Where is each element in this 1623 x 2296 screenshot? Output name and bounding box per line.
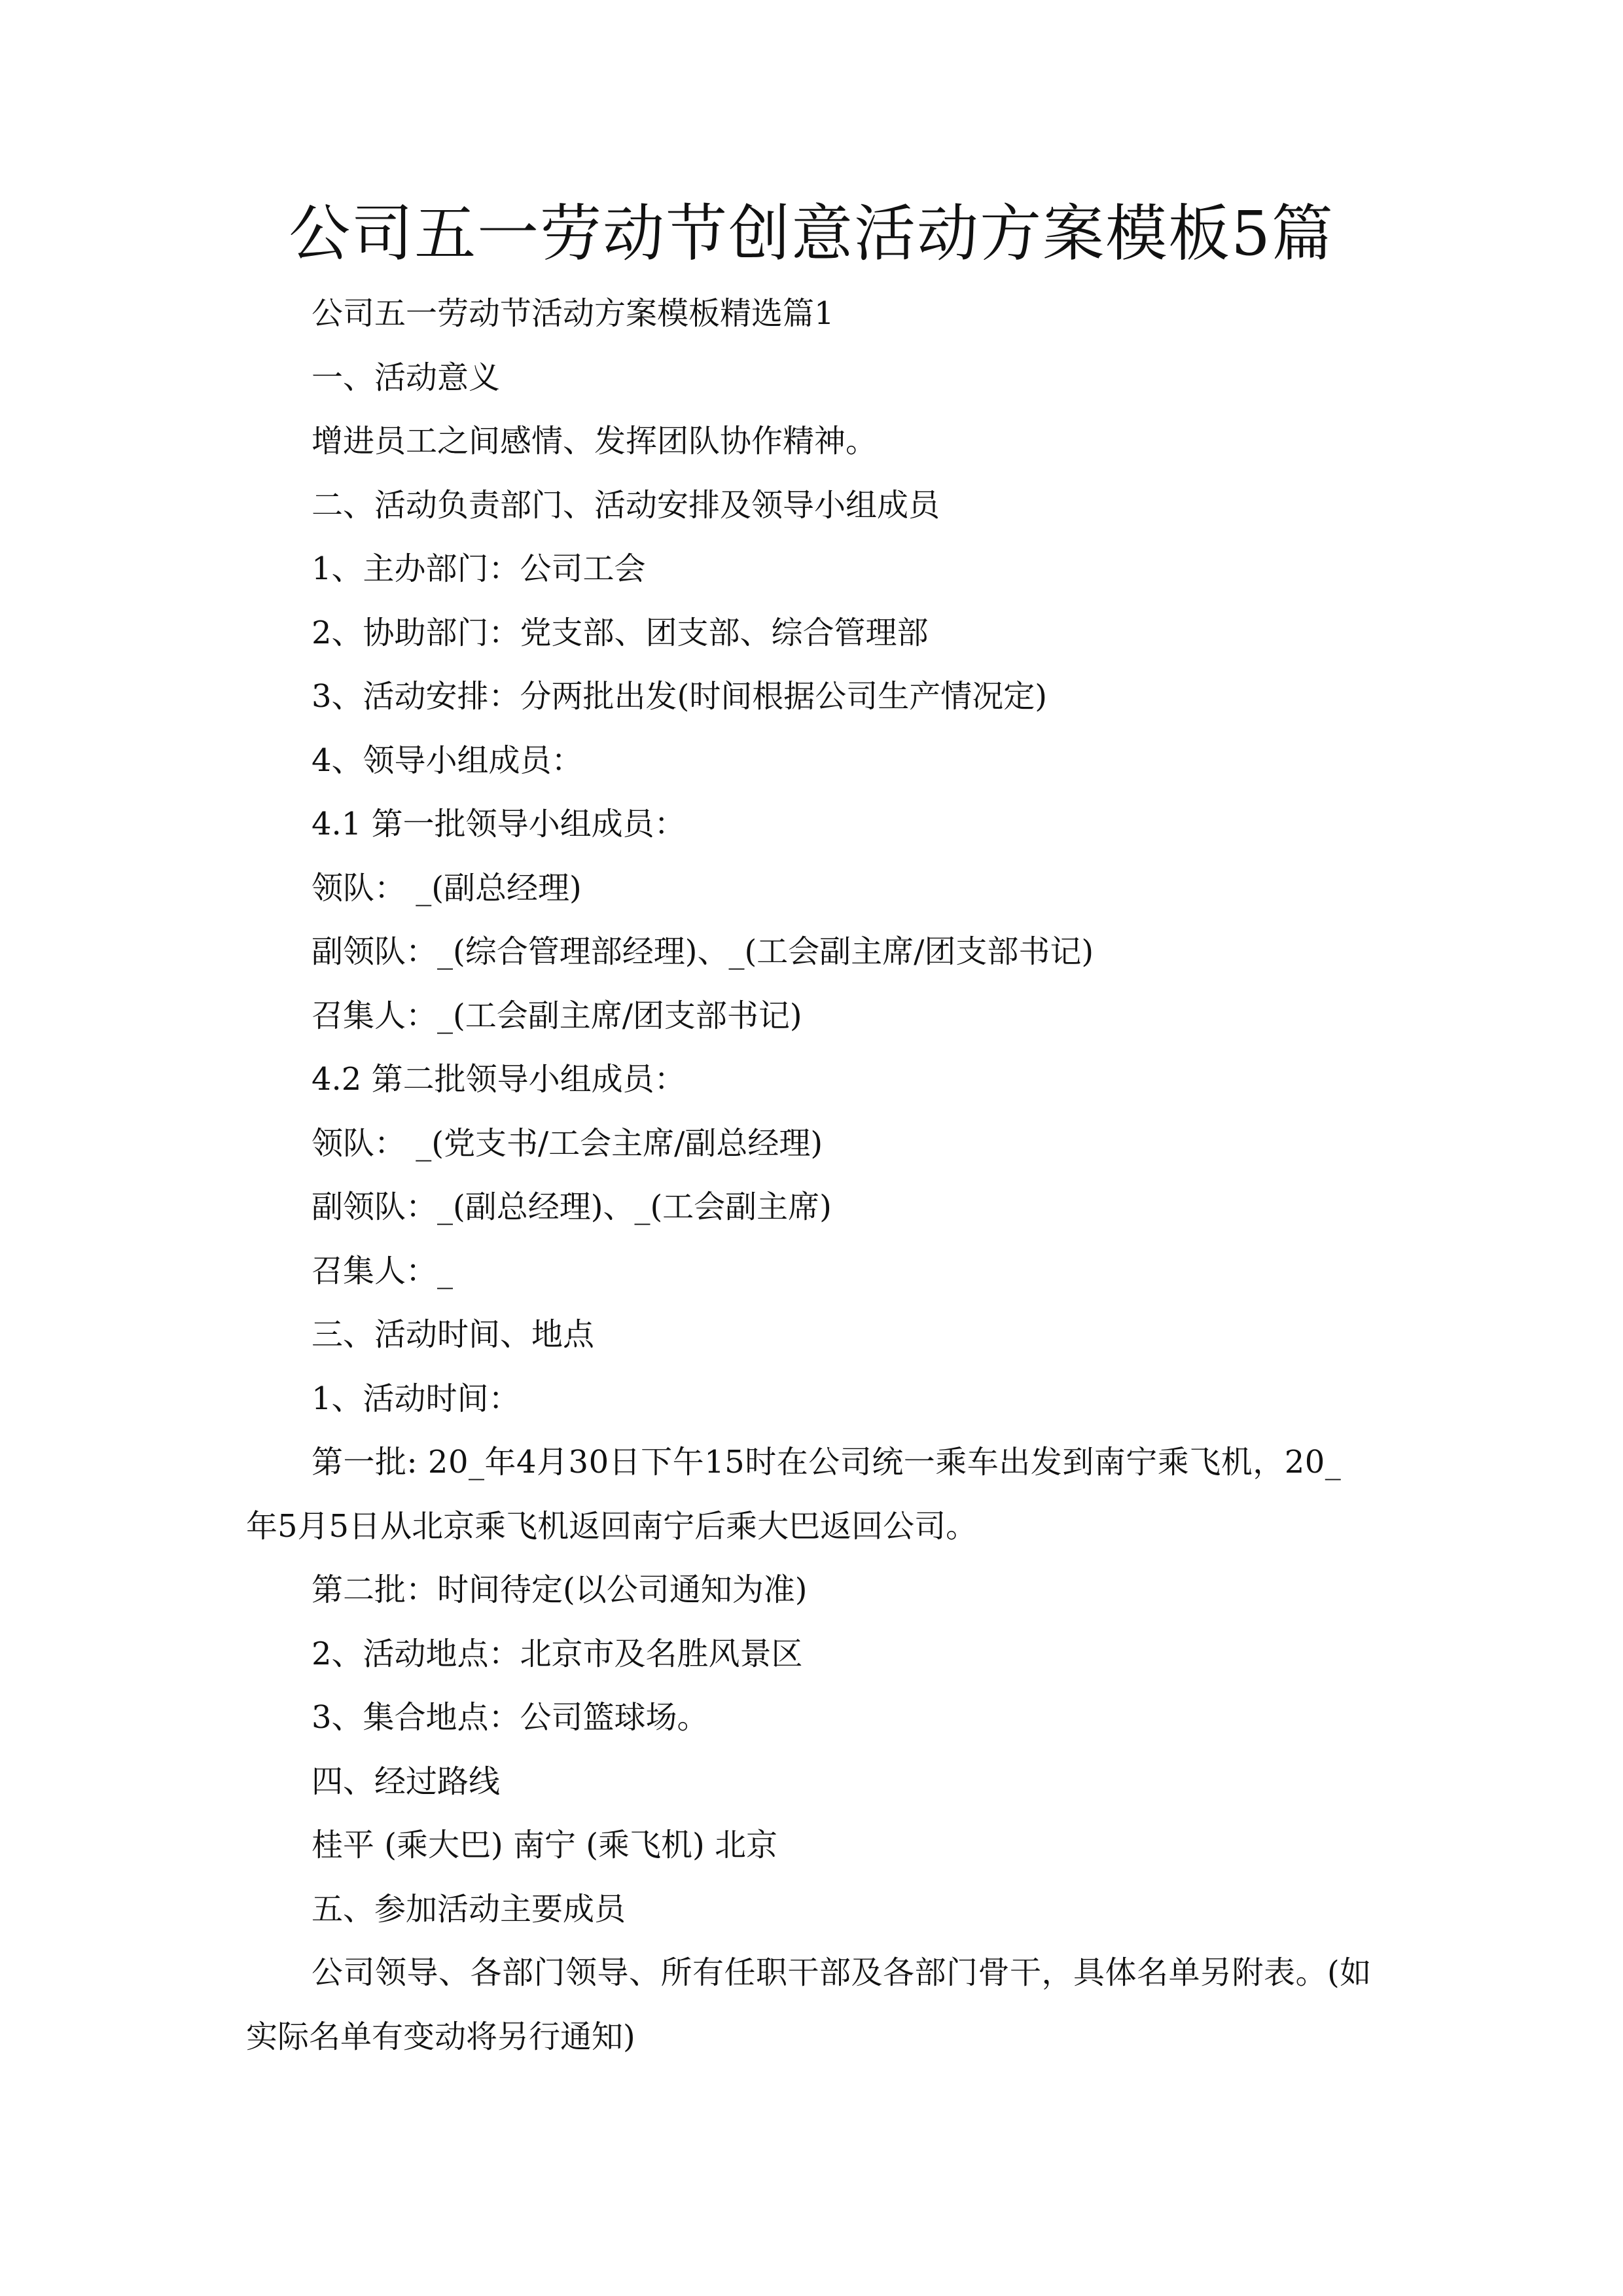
paragraph-line: 第一批: 20_年4月30日下午15时在公司统一乘车出发到南宁乘飞机，20_	[312, 1444, 1342, 1480]
paragraph-line: 副领队：_(副总经理)、_(工会副主席)	[312, 1189, 832, 1225]
paragraph-line: 实际名单有变动将另行通知)	[246, 2018, 635, 2055]
paragraph-line: 副领队：_(综合管理部经理)、_(工会副主席/团支部书记)	[312, 933, 1094, 970]
paragraph-line: 召集人：_	[312, 1253, 454, 1289]
section-subtitle: 公司五一劳动节活动方案模板精选篇1	[312, 295, 834, 332]
paragraph-line: 4.1 第一批领导小组成员：	[312, 806, 686, 842]
paragraph-line: 召集人：_(工会副主席/团支部书记)	[312, 997, 802, 1034]
paragraph-line: 2、协助部门：党支部、团支部、综合管理部	[312, 615, 929, 651]
paragraph-line: 领队： _(党支书/工会主席/副总经理)	[312, 1125, 823, 1162]
paragraph-line: 公司领导、各部门领导、所有任职干部及各部门骨干，具体名单另附表。(如	[312, 1954, 1372, 1991]
paragraph-line: 3、集合地点：公司篮球场。	[312, 1699, 709, 1736]
heading-departments: 二、活动负责部门、活动安排及领导小组成员	[312, 487, 940, 524]
paragraph-line: 第二批：时间待定(以公司通知为准)	[312, 1571, 808, 1608]
heading-members: 五、参加活动主要成员	[312, 1891, 626, 1928]
paragraph-line: 2、活动地点：北京市及名胜风景区	[312, 1636, 803, 1672]
paragraph-line: 桂平 (乘大巴) 南宁 (乘飞机) 北京	[312, 1827, 777, 1863]
heading-route: 四、经过路线	[312, 1763, 501, 1800]
paragraph-line: 领队： _(副总经理)	[312, 870, 582, 906]
paragraph-line: 增进员工之间感情、发挥团队协作精神。	[312, 423, 878, 459]
document-title: 公司五一劳动节创意活动方案模板5篇	[289, 198, 1334, 270]
paragraph-line: 4.2 第二批领导小组成员：	[312, 1061, 686, 1098]
paragraph-line: 1、主办部门：公司工会	[312, 550, 646, 587]
heading-time-place: 三、活动时间、地点	[312, 1316, 595, 1353]
paragraph-line: 3、活动安排：分两批出发(时间根据公司生产情况定)	[312, 678, 1047, 715]
paragraph-line: 1、活动时间：	[312, 1380, 520, 1417]
paragraph-line: 4、领导小组成员：	[312, 742, 583, 779]
paragraph-line: 年5月5日从北京乘飞机返回南宁后乘大巴返回公司。	[246, 1508, 978, 1545]
heading-activity-meaning: 一、活动意义	[312, 359, 501, 396]
